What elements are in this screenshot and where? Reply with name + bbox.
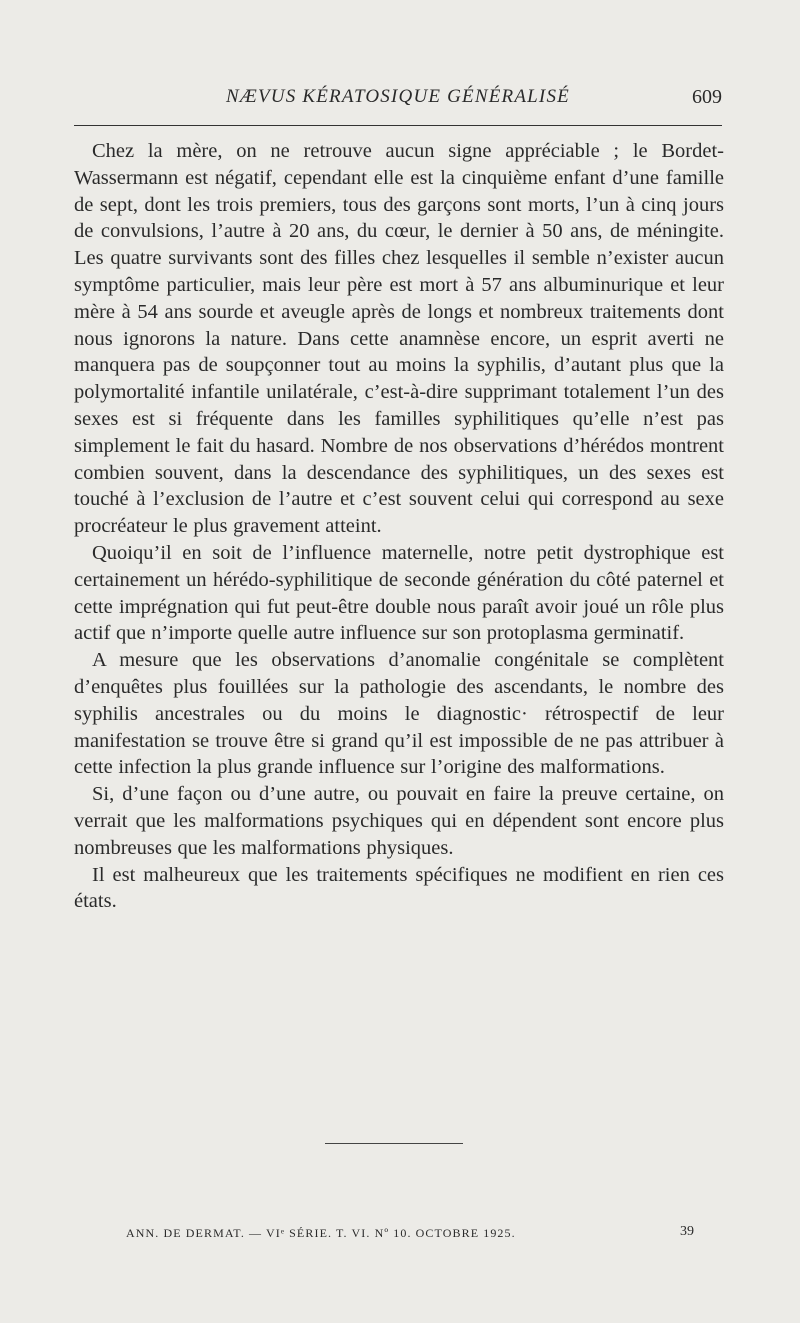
end-of-article-rule	[325, 1143, 463, 1144]
journal-citation: ANN. DE DERMAT. — VIᵉ SÉRIE. T. VI. Nº 10. OCTOBRE 1925.	[126, 1226, 516, 1240]
paragraph-2: Quoiqu’il en soit de l’influence maternelle, notre petit dystrophique est certainement un hérédo-syphilitique de seconde génération du côté paternel et cette imprégnation qui fut peut-être double nous paraît avoir joué un rôle plus actif que n’importe quelle autre influence sur son protoplasma germinatif.	[74, 541, 724, 645]
paragraph-1: Chez la mère, on ne retrouve aucun signe appréciable ; le Bordet-Wassermann est négatif, cependant elle est la cinquième enfant d’une famille de sept, dont les trois premiers, tous des garçons sont morts, l’un à cinq jours de convulsions, l’autre à 20 ans, du cœur, le dernier à 50 ans, de méningite. Les quatre survivants sont des filles chez lesquelles il semble n’exister aucun symptôme particulier, mais leur père est mort à 57 ans albuminurique et leur mère à 54 ans sourde et aveugle après de longs et nombreux traitements dont nous ignorons la nature. Dans cette anamnèse encore, un esprit averti ne manquera pas de soupçonner tout au moins la syphilis, d’autant plus que la polymortalité infantile unilatérale, c’est-à-dire supprimant totalement l’un des sexes est si fréquente dans les familles syphilitiques qu’elle n’est pas simplement le fait du hasard. Nombre de nos observations d’hérédos montrent combien souvent, dans la descendance des syphilitiques, un des sexes est touché à l’exclusion de l’autre et c’est souvent celui qui correspond au sexe procréateur le plus gravement atteint.	[74, 140, 724, 538]
paragraph-4: Si, d’une façon ou d’une autre, ou pouvait en faire la preuve certaine, on verrait que les malformations psychiques qui en dépendent sont encore plus nombreuses que les malformations physiques.	[74, 783, 724, 859]
paragraph-5: Il est malheureux que les traitements spécifiques ne modifient en rien ces états.	[74, 863, 724, 913]
header-rule	[74, 125, 722, 126]
running-title: NÆVUS KÉRATOSIQUE GÉNÉRALISÉ	[226, 86, 570, 107]
running-head	[74, 86, 722, 116]
sheet-number: 39	[680, 1224, 694, 1239]
footer	[74, 1226, 722, 1246]
paragraph-3: A mesure que les observations d’anomalie congénitale se complètent d’enquêtes plus fouillées sur la pathologie des ascendants, le nombre des syphilis ancestrales ou du moins le diagnostic· rétrospectif de leur manifestation se trouve être si grand qu’il est impossible de ne pas attribuer à cette infection la plus grande influence sur l’origine des malformations.	[74, 649, 724, 779]
page-number: 609	[692, 86, 722, 108]
body-text	[74, 138, 724, 915]
